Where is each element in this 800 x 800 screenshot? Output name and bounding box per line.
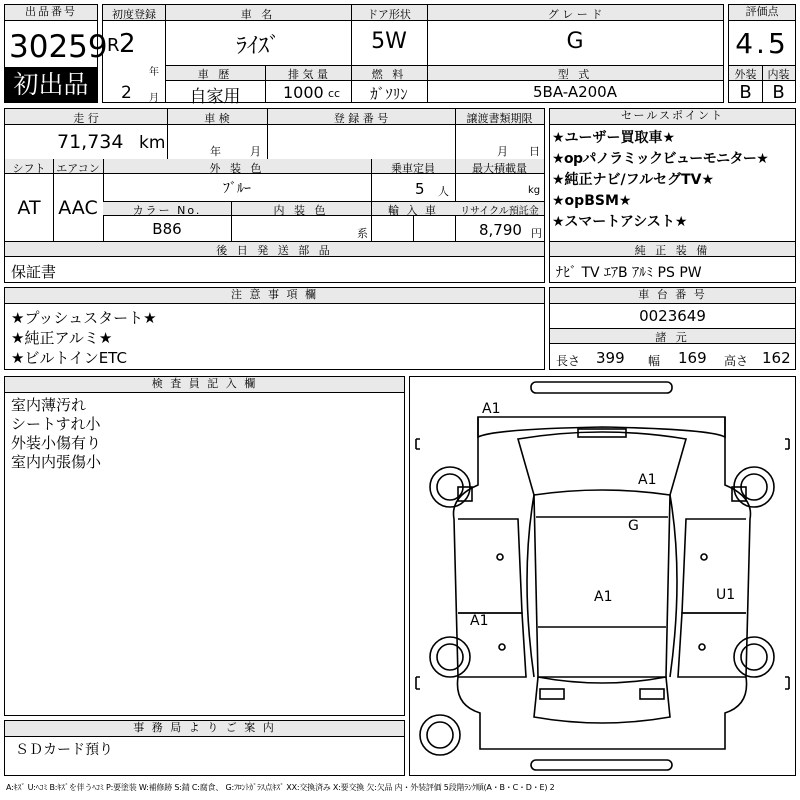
ac-label: エアコン [56, 162, 100, 175]
model-code: 5BA-A200A [532, 83, 617, 101]
length-value: 399 [596, 349, 625, 367]
sales-point-item: ★スマートアシスト★ [552, 214, 688, 230]
car-name: ﾗｲｽﾞ [235, 34, 280, 59]
model-code-label: 型 式 [557, 68, 593, 81]
car-diagram [410, 377, 795, 775]
score-box [728, 4, 796, 103]
interior-grade: B [772, 82, 785, 103]
inspector-box [4, 376, 405, 716]
damage-mark: A1 [470, 613, 489, 629]
max-load-label: 最大積載量 [472, 162, 527, 175]
later-parts: 保証書 [11, 263, 57, 281]
inspector-note: 外装小傷有り [11, 434, 102, 452]
chassis-number: 0023649 [639, 307, 706, 325]
lot-box [4, 4, 108, 103]
sales-point-item: ★opBSM★ [552, 193, 632, 209]
displacement-label: 排 気 量 [288, 68, 328, 81]
first-reg-month: 2 [121, 83, 132, 103]
recycle-amount: 8,790 [479, 221, 522, 239]
grade-label: グ レ ー ド [547, 8, 603, 21]
lot-number: 30259 [9, 29, 108, 65]
office-message: ＳＤカード預り [15, 742, 113, 758]
sales-point-label: セールスポイント [550, 109, 795, 125]
score-value: 4.5 [735, 27, 789, 60]
ac: AAC [58, 197, 98, 219]
chassis-label: 車 台 番 号 [550, 288, 795, 304]
damage-mark: G [628, 518, 639, 534]
equipment-value: ﾅﾋﾞ TV ｴｱB ｱﾙﾐ PS PW [556, 265, 702, 281]
damage-mark: A1 [482, 401, 501, 417]
inspector-note: シートすれ小 [11, 415, 101, 433]
color-label: 外 装 色 [209, 162, 265, 175]
inspector-label: 検 査 員 記 入 欄 [5, 377, 404, 393]
fuel-label: 燃 料 [371, 68, 407, 81]
door-type: 5W [371, 29, 407, 54]
inspection-label: 車 検 [204, 112, 230, 125]
capacity-unit: 人 [438, 185, 449, 198]
mileage: 71,734 [57, 131, 124, 153]
score-label: 評価点 [729, 5, 795, 21]
note-item: ★純正アルミ★ [11, 329, 113, 347]
legend: A:ｷｽﾞ U:ﾍｺﾐ B:ｷｽﾞを伴うﾍｺﾐ P:要塗装 W:補修跡 S:錆 C:腐食、 G:ﾌﾛﾝﾄｶﾞﾗｽ点ｷｽﾞ XX:交換済み X:要交換 欠:欠品 内・外装評価 5段階ﾗﾝｸ順(A・B・C・D・E) 2 [6, 783, 555, 792]
sales-point-item: ★純正ナビ/フルセグTV★ [552, 172, 715, 188]
first-reg-era: R [107, 35, 120, 56]
notes-list [11, 308, 157, 368]
car-diagram-box [409, 376, 796, 776]
transfer-day-unit: 日 [529, 145, 540, 158]
capacity-label: 乗車定員 [391, 162, 435, 175]
interior-color-label: 内 装 色 [273, 204, 329, 217]
damage-mark: A1 [638, 472, 657, 488]
color: ﾌﾞﾙｰ [223, 181, 251, 197]
first-reg-year-unit: 年 [149, 67, 159, 78]
fuel: ｶﾞｿﾘﾝ [370, 85, 408, 103]
height-label: 高さ [724, 354, 749, 368]
notes-box [4, 287, 545, 370]
first-reg-year: 2 [119, 29, 136, 59]
inspection-month-unit: 月 [250, 145, 261, 158]
shift: AT [17, 197, 41, 219]
history: 自家用 [189, 87, 241, 107]
office-box [4, 720, 405, 776]
grade: G [566, 29, 584, 54]
sales-point-item: ★ユーザー買取車★ [552, 130, 676, 146]
transfer-label: 譲渡書類期限 [466, 112, 533, 125]
sales-point-box [549, 108, 796, 283]
first-reg-label: 初度登録 [112, 8, 156, 21]
header-box [102, 4, 724, 107]
damage-mark: U1 [716, 587, 736, 603]
first-listing-badge [5, 67, 97, 102]
height-value: 162 [762, 349, 791, 367]
displacement-unit: cc [328, 87, 341, 100]
shift-label: シフト [12, 162, 46, 175]
max-load-unit: kg [528, 185, 541, 196]
later-parts-label: 後 日 発 送 部 品 [216, 244, 333, 257]
inspector-list [11, 396, 101, 472]
registration-label: 登 録 番 号 [333, 112, 389, 125]
mileage-label: 走 行 [73, 112, 99, 125]
door-label: ドア形状 [367, 8, 411, 21]
mileage-unit: km [139, 133, 166, 153]
sales-point-list [552, 128, 768, 233]
exterior-grade: B [739, 82, 752, 103]
note-item: ★ビルトインETC [11, 349, 127, 367]
specs-box [4, 108, 545, 283]
recycle-unit: 円 [531, 227, 542, 240]
color-no-label: カラー No. [132, 204, 202, 217]
chassis-box [549, 287, 796, 370]
interior-label: 内装 [767, 68, 790, 81]
width-label: 幅 [648, 354, 661, 368]
interior-color-unit: 系 [357, 227, 368, 240]
inspector-note: 室内薄汚れ [11, 396, 87, 414]
width-value: 169 [678, 349, 707, 367]
first-listing-text: 初出品 [13, 70, 89, 99]
note-item: ★プッシュスタート★ [11, 309, 157, 327]
color-no: B86 [152, 220, 182, 238]
lot-label: 出品番号 [5, 5, 97, 21]
car-name-label: 車 名 [240, 8, 276, 21]
transfer-month-unit: 月 [497, 145, 508, 158]
damage-mark: A1 [594, 589, 613, 605]
recycle-label: リサイクル預託金 [460, 206, 539, 217]
office-label: 事 務 局 よ り ご 案 内 [5, 721, 404, 737]
inspector-note: 室内内張傷小 [11, 453, 102, 471]
notes-label: 注 意 事 項 欄 [5, 288, 544, 304]
dimensions-label: 諸 元 [655, 331, 690, 344]
sales-point-item: ★opパノラミックビューモニター★ [552, 151, 769, 167]
inspection-year-unit: 年 [210, 145, 221, 158]
import-label: 輸 入 車 [388, 204, 438, 217]
history-label: 車 歴 [197, 68, 233, 81]
equipment-label: 純 正 装 備 [634, 244, 711, 257]
exterior-label: 外装 [734, 68, 757, 81]
first-reg-month-unit: 月 [149, 93, 159, 104]
capacity: 5 [415, 180, 425, 198]
length-label: 長さ [556, 354, 581, 368]
displacement: 1000 [283, 83, 324, 102]
